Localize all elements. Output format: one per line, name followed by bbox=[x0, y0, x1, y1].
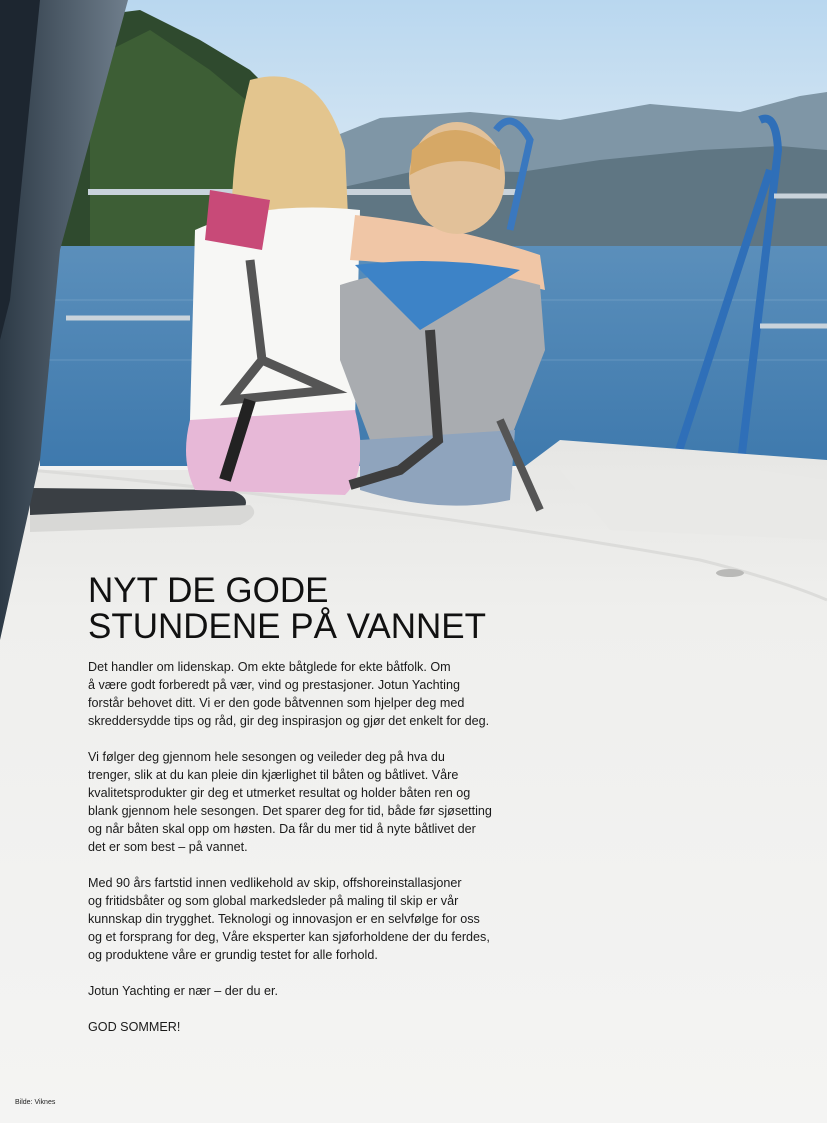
text-line: blank gjennom hele sesongen. Det sparer deg for tid, både før sjøsetting bbox=[88, 804, 492, 818]
text-line: Det handler om lidenskap. Om ekte båtglede for ekte båtfolk. Om bbox=[88, 660, 451, 674]
text-line: Jotun Yachting er nær – der du er. bbox=[88, 984, 278, 998]
text-line: kunnskap din trygghet. Teknologi og innovasjon er en selvfølge for oss bbox=[88, 912, 480, 926]
headline-line-1: NYT DE GODE bbox=[88, 571, 329, 610]
text-line: å være godt forberedt på vær, vind og prestasjoner. Jotun Yachting bbox=[88, 678, 460, 692]
text-line: kvalitetsprodukter gir deg et utmerket resultat og holder båten ren og bbox=[88, 786, 471, 800]
headline bbox=[88, 573, 486, 645]
text-line: det er som best – på vannet. bbox=[88, 840, 248, 854]
photo-credit: Bilde: Viknes bbox=[15, 1099, 56, 1106]
paragraph-greeting bbox=[88, 1018, 518, 1036]
text-line: trenger, slik at du kan pleie din kjærlighet til båten og båtlivet. Våre bbox=[88, 768, 459, 782]
text-line: GOD SOMMER! bbox=[88, 1020, 181, 1034]
text-line: Vi følger deg gjennom hele sesongen og veileder deg på hva du bbox=[88, 750, 445, 764]
paragraph-near bbox=[88, 982, 518, 1000]
text-line: og når båten skal opp om høsten. Da får du mer tid å nyte båtlivet der bbox=[88, 822, 476, 836]
paragraph-intro bbox=[88, 658, 518, 730]
article-body bbox=[88, 658, 518, 1054]
headline-line-2: STUNDENE PÅ VANNET bbox=[88, 607, 487, 646]
text-line: Med 90 års fartstid innen vedlikehold av skip, offshoreinstallasjoner bbox=[88, 876, 462, 890]
text-line: og produktene våre er grundig testet for alle forhold. bbox=[88, 948, 378, 962]
text-line: forstår behovet ditt. Vi er den gode båtvennen som hjelper deg med bbox=[88, 696, 465, 710]
text-line: og et forsprang for deg, Våre eksperter kan sjøforholdene der du ferdes, bbox=[88, 930, 490, 944]
paragraph-experience bbox=[88, 874, 518, 964]
text-line: og fritidsbåter og som global markedsleder på maling til skip er vår bbox=[88, 894, 459, 908]
paragraph-season bbox=[88, 748, 518, 856]
text-line: skreddersydde tips og råd, gir deg inspirasjon og gjør det enkelt for deg. bbox=[88, 714, 490, 728]
